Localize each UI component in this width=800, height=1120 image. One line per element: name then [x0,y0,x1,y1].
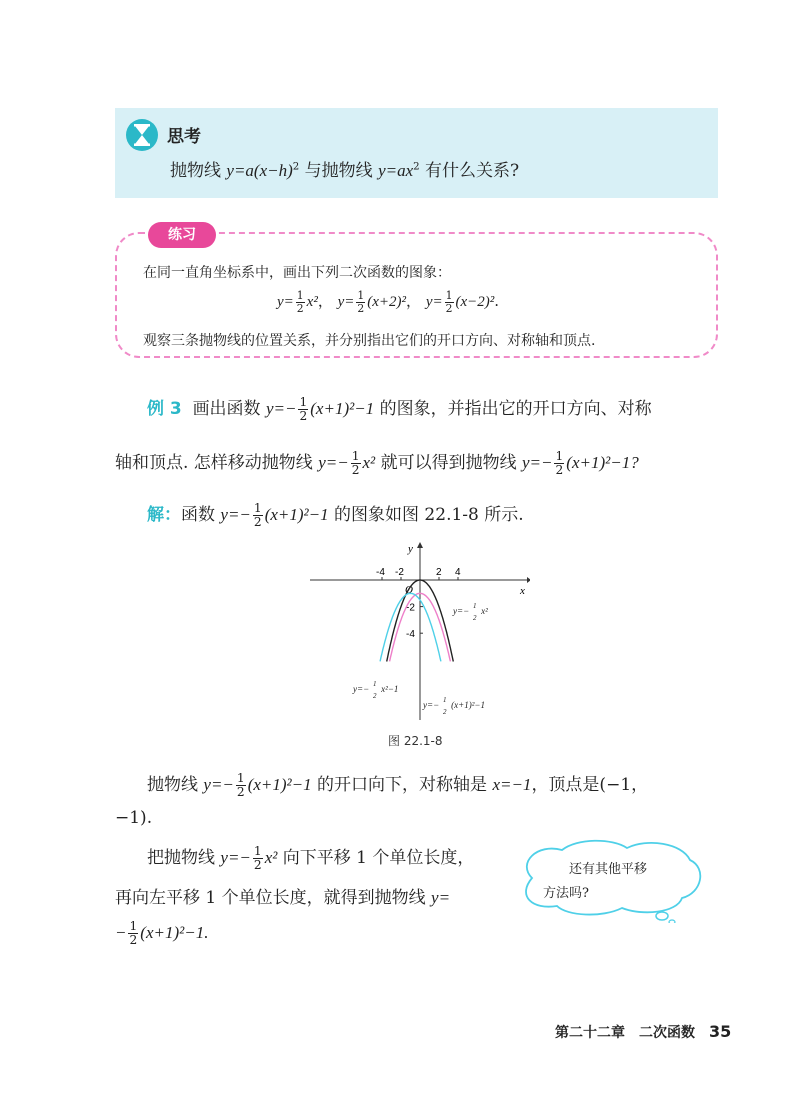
page-number: 35 [709,1022,732,1041]
page-footer [555,1022,731,1042]
exercise-tag: 练习 [148,222,216,248]
shift-line3: − $\frac{1}{2}$ (x+1)²−1. [115,919,209,947]
hourglass-icon [125,118,159,152]
x-tick-label: -2 [395,567,404,578]
origin-label: O [405,584,413,596]
x-tick-label: 2 [436,567,442,578]
y-axis-arrow [417,542,423,548]
y-tick-label: -2 [406,602,415,614]
chapter-title: 第二十二章 二次函数 [555,1025,695,1041]
curve-label-1-frac-den: 2 [473,614,477,622]
curve-label-3-frac-num: 1 [443,696,447,704]
x-axis-label: x [520,585,525,597]
conclusion-line2: −1). [115,808,153,828]
curve-label-2-frac-den: 2 [373,692,377,700]
curve-label-2-frac-num: 1 [373,680,377,688]
parabola-graph [305,540,530,725]
think-box [115,108,718,198]
curve-label-2: y=− x²−1 [353,684,399,694]
figure-caption: 图 22.1-8 [388,734,443,748]
exercise-instruction: 在同一直角坐标系中，画出下列二次函数的图象： [143,265,451,281]
curve-label-1: y=− x² [453,606,488,616]
y-axis-label: y [408,543,413,555]
curve-label-3: y=− (x+1)²−1 [423,700,485,710]
exercise-observe: 观察三条抛物线的位置关系，并分别指出它们的开口方向、对称轴和顶点. [143,333,596,349]
think-question: 抛物线 $y=a(x-h)^2$ 与抛物线 $y=ax^2$ 有什么关系? [170,161,520,181]
example-label: 例 3 [147,398,182,419]
x-axis-arrow [527,577,530,583]
example-3-line1: 例 3 画出函数 y=− $\frac{1}{2}$ (x+1)²−1 的图象，并指出它的开口方向、对称 [147,395,652,423]
curve-label-3-frac-den: 2 [443,708,447,716]
thought-bubble-text [543,858,647,906]
bubble-line1: 还有其他平移 [569,862,648,877]
shift-line1: 把抛物线 y=− $\frac{1}{2}$ x² 向下平移 1 个单位长度， [147,844,475,872]
example-3-line2: 轴和顶点. 怎样移动抛物线 y=− $\frac{1}{2}$ x² 就可以得到抛物线 y=− $\frac{1}{2}$ (x+1)²−1? [115,449,639,477]
exercise-functions: y= $\frac{1}{2}$ x²， y= $\frac{1}{2}$ (x+2)²， y= $\frac{1}{2}$ (x−2)². [277,289,500,315]
think-title: 思考 [167,127,201,147]
curve-label-1-frac-num: 1 [473,602,477,610]
shift-line2: 再向左平移 1 个单位长度，就得到抛物线 y= [115,888,451,908]
x-tick-label: -4 [376,567,385,578]
y-tick-label: -4 [406,629,415,641]
x-tick-label: 4 [455,567,461,578]
conclusion-line1: 抛物线 y=− $\frac{1}{2}$ (x+1)²−1 的开口向下，对称轴是 x=−1，顶点是(−1， [147,771,649,799]
solution-line: 解：函数 y=− $\frac{1}{2}$ (x+1)²−1 的图象如图 22.1-8 所示. [147,501,524,529]
solution-label: 解： [147,504,181,525]
bubble-line2: 方法吗? [543,886,589,901]
